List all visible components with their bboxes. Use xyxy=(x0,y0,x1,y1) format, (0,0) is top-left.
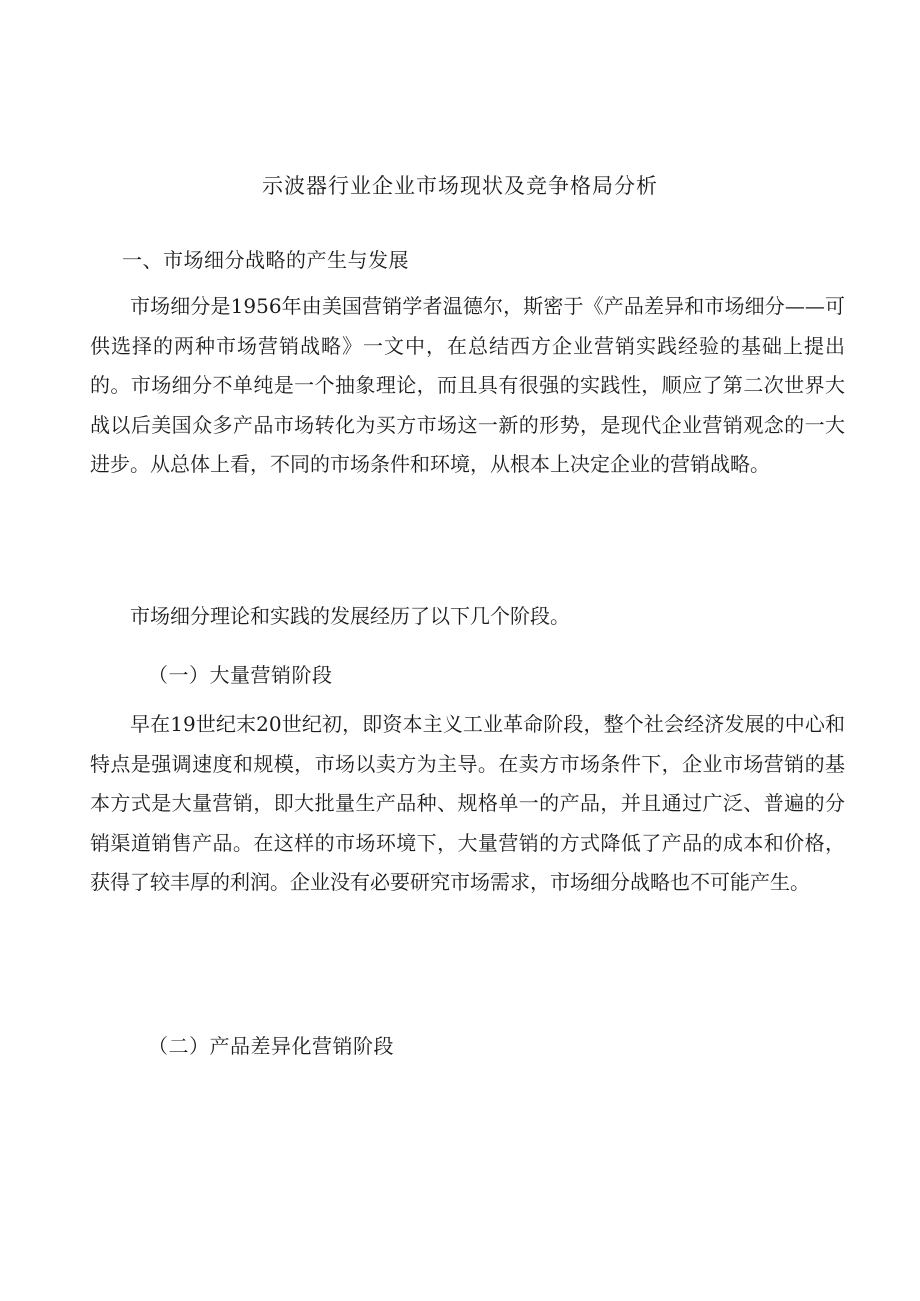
subheading-product-differentiation: （二）产品差异化营销阶段 xyxy=(148,1034,394,1058)
paragraph-mass-marketing: 早在19世纪末20世纪初，即资本主义工业革命阶段，整个社会经济发展的中心和特点是强调速度和规模，市场以卖方为主导。在卖方市场条件下，企业市场营销的基本方式是大量营销，即大批量生产品种、规格单一的产品，并且通过广泛、普遍的分销渠道销售产品。在这样的市场环境下，大量营销的方式降低了产品的成本和价格，获得了较丰厚的利润。企业没有必要研究市场需求，市场细分战略也不可能产生。 xyxy=(90,712,845,894)
section-heading: 一、市场细分战略的产生与发展 xyxy=(122,248,409,272)
paragraph-stages-intro: 市场细分理论和实践的发展经历了以下几个阶段。 xyxy=(130,604,570,628)
document-title: 示波器行业企业市场现状及竞争格局分析 xyxy=(262,174,658,198)
subheading-mass-marketing: （一）大量营销阶段 xyxy=(148,663,333,687)
paragraph-market-segmentation-origin: 市场细分是1956年由美国营销学者温德尔，斯密于《产品差异和市场细分——可供选择的两种市场营销战略》一文中，在总结西方企业营销实践经验的基础上提出的。市场细分不单纯是一个抽象理论，而且具有很强的实践性，顺应了第二次世界大战以后美国众多产品市场转化为买方市场这一新的形势，是现代企业营销观念的一大进步。从总体上看，不同的市场条件和环境，从根本上决定企业的营销战略。 xyxy=(90,294,845,476)
